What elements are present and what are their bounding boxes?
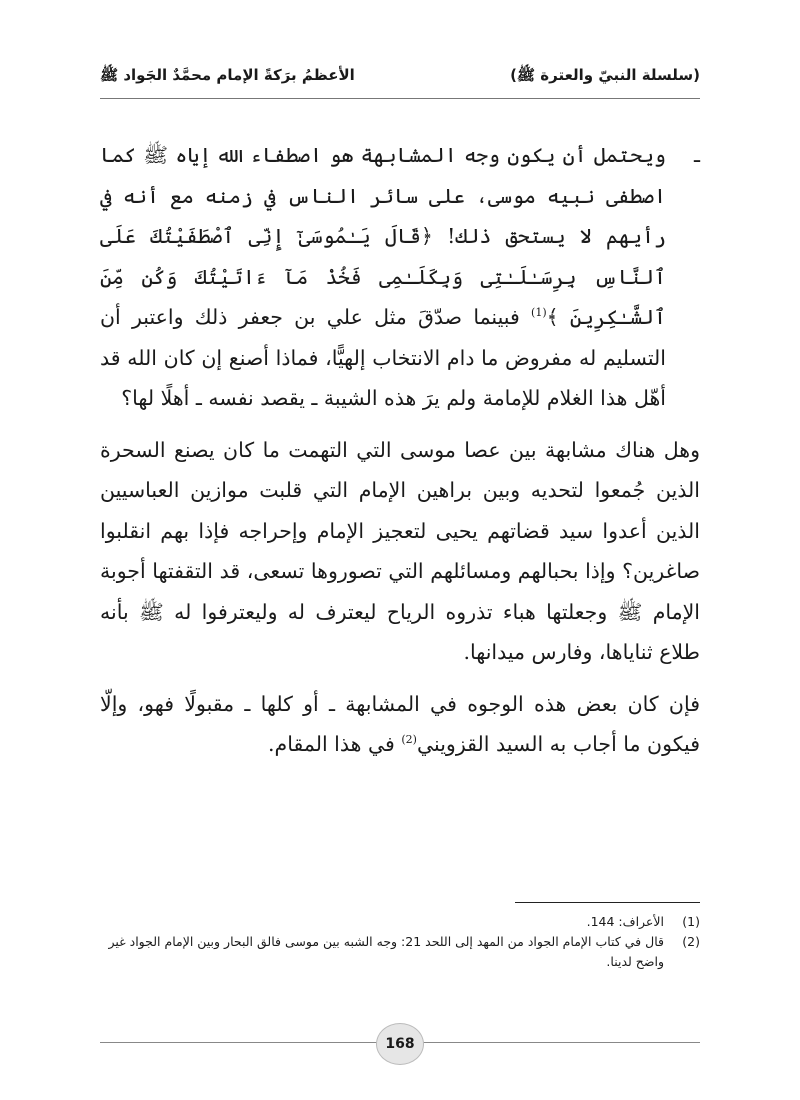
paragraph-3-text-start: فإن كان بعض هذه الوجوه في المشابهة ـ أو كلها ـ مقبولًا فهو، وإلّا فيكون ما أجاب به السيد القزويني xyxy=(100,691,700,756)
paragraph-1-text-end: فبينما صدّقَ مثل علي بن جعفر ذلك واعتبر أن التسليم له مفروض ما دام الانتخاب إلهيًّا، فماذا أصنع إن كان الله قد أهّل هذا الغلام للإمامة ولم يرَ هذه الشيبة ـ يقصد نفسه ـ أهلًا لها؟ xyxy=(100,305,666,410)
page-number: 168 xyxy=(376,1023,424,1065)
paragraph-3-text-end: في هذا المقام. xyxy=(268,732,402,756)
footnote-number: (1) xyxy=(682,914,700,929)
footnote-2 xyxy=(100,932,700,972)
footnote-text: الأعراف: 144. xyxy=(586,914,664,929)
footnote-text: قال في كتاب الإمام الجواد من المهد إلى اللحد 21: وجه الشبه بين موسى فالق البحار وبين الإمام الجواد غير واضح لدينا. xyxy=(108,934,664,969)
footnote-1 xyxy=(100,912,700,932)
footnote-ref-2[interactable]: (2) xyxy=(401,733,417,747)
paragraph-2: وهل هناك مشابهة بين عصا موسى التي التهمت ما كان يصنع السحرة الذين جُمعوا لتحديه وبين براهين الإمام التي قلبت موازين العباسيين الذين أعدوا سيد قضاتهم يحيى لتعجيز الإمام وإحراجه فإذا بهم انقلبوا صاغرين؟ وإذا بحبالهم ومسائلهم التي تصوروها تسعى، قد التقفتها أجوبة الإمام ﷺ وجعلتها هباء تذروه الرياح ليعترف له وليعترفوا له ﷺ بأنه طلاع ثناياها، وفارس ميدانها. xyxy=(100,437,700,664)
paragraph-dash: ـ xyxy=(693,143,700,167)
running-header xyxy=(100,62,700,92)
footnote-number: (2) xyxy=(682,934,700,949)
paragraph-1-text-start: ويحتمل أن يكون وجه المشابهة هو اصطفاء الله إياه ﷺ كما اصطفى نبيه موسى، على سائر الناس في زمنه مع أنه في رأيهم لا يستحق ذلك! xyxy=(100,143,666,248)
quran-verse: ﴿قَالَ يَـٰمُوسَىٰٓ إِنِّى ٱصْطَفَيْتُكَ عَلَى ٱلنَّاسِ بِرِسَـٰلَـٰتِى وَبِكَلَـٰمِى فَخُذْ مَآ ءَاتَيْتُكَ وَكُن مِّنَ ٱلشَّـٰكِرِينَ ﴾ xyxy=(100,224,666,329)
header-divider xyxy=(100,98,700,99)
paragraph-1 xyxy=(100,135,700,419)
footnote-divider xyxy=(515,902,700,903)
footnote-ref-1[interactable]: (1) xyxy=(531,306,547,320)
main-text xyxy=(100,135,700,776)
paragraph-3 xyxy=(100,684,700,765)
footnotes xyxy=(100,912,700,972)
page-number-area xyxy=(100,1023,700,1063)
header-series-title: (سلسلة النبيّ والعترة ﷺ) xyxy=(510,66,700,84)
header-book-title: الأعظمُ برَكةً الإمام محمَّدٌ الجَواد ﷺ xyxy=(100,66,355,84)
